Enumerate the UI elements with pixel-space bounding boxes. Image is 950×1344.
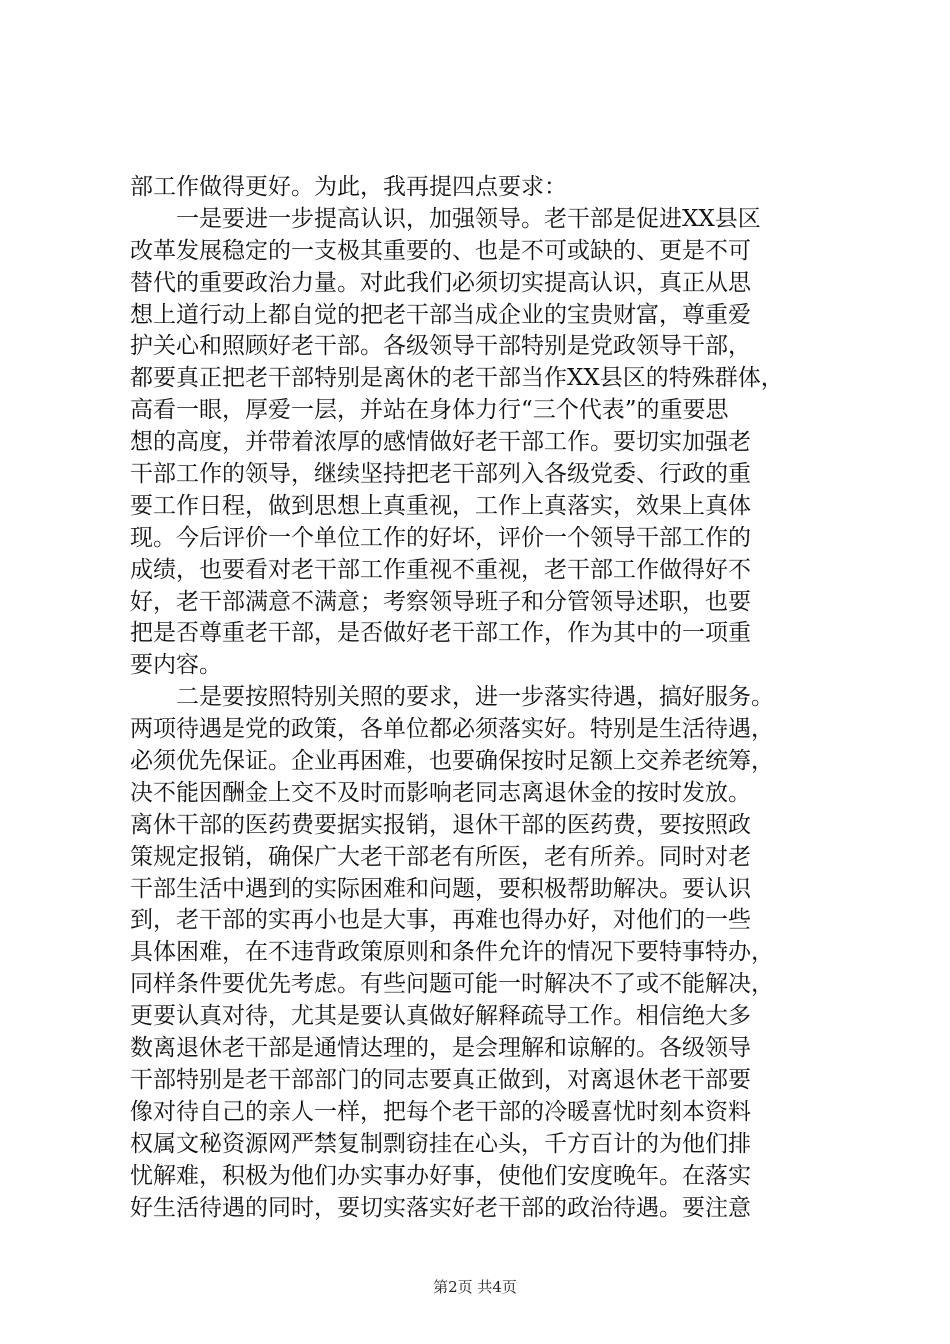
text-line: 把是否尊重老干部，是否做好老干部工作，作为其中的一项重 xyxy=(130,620,751,647)
text-line: 两项待遇是党的政策，各单位都必须落实好。特别是生活待遇， xyxy=(130,716,774,743)
text-line: 忧解难，积极为他们办实事办好事，使他们安度晚年。在落实 xyxy=(130,1162,751,1189)
text-line: 二是要按照特别关照的要求，进一步落实待遇，搞好服务。 xyxy=(130,684,774,711)
text-line: 数离退休老干部是通情达理的，是会理解和谅解的。各级领导 xyxy=(130,1035,751,1062)
text-line: 部工作做得更好。为此，我再提四点要求： xyxy=(130,174,567,200)
text-line: 改革发展稳定的一支极其重要的、也是不可或缺的、更是不可 xyxy=(130,237,751,264)
text-line: 都要真正把老干部特别是离休的老干部当作XX县区的特殊群体， xyxy=(130,365,784,392)
text-line: 干部特别是老干部部门的同志要真正做到，对离退休老干部要 xyxy=(130,1066,751,1093)
text-line: 一是要进一步提高认识，加强领导。老干部是促进XX县区 xyxy=(130,205,761,232)
text-line: 护关心和照顾好老干部。各级领导干部特别是党政领导干部， xyxy=(130,333,751,360)
text-line: 替代的重要政治力量。对此我们必须切实提高认识，真正从思 xyxy=(130,269,751,296)
text-line: 同样条件要优先考虑。有些问题可能一时解决不了或不能解决， xyxy=(130,971,774,998)
text-line: 像对待自己的亲人一样，把每个老干部的冷暖喜忧时刻本资料 xyxy=(130,1098,751,1125)
text-line: 决不能因酬金上交不及时而影响老同志离退休金的按时发放。 xyxy=(130,779,751,806)
text-line: 必须优先保证。企业再困难，也要确保按时足额上交养老统筹， xyxy=(130,748,774,775)
text-line: 好，老干部满意不满意；考察领导班子和分管领导述职，也要 xyxy=(130,588,751,615)
text-line: 成绩，也要看对老干部工作重视不重视，老干部工作做得好不 xyxy=(130,556,751,583)
text-line: 具体困难，在不违背政策原则和条件允许的情况下要特事特办， xyxy=(130,939,774,966)
text-line: 好生活待遇的同时，要切实落实好老干部的政治待遇。要注意 xyxy=(130,1194,751,1221)
text-line: 干部工作的领导，继续坚持把老干部列入各级党委、行政的重 xyxy=(130,461,751,488)
text-line: 想的高度，并带着浓厚的感情做好老干部工作。要切实加强老 xyxy=(130,429,751,456)
document-body xyxy=(130,172,835,1224)
text-line: 权属文秘资源网严禁复制剽窃挂在心头，千方百计的为他们排 xyxy=(130,1130,751,1157)
text-line: 现。今后评价一个单位工作的好坏，评价一个领导干部工作的 xyxy=(130,524,751,551)
text-line: 干部生活中遇到的实际困难和问题，要积极帮助解决。要认识 xyxy=(130,875,751,902)
text-line: 高看一眼，厚爱一层，并站在身体力行“三个代表”的重要思 xyxy=(130,397,729,424)
page-number-footer: 第2页 共4页 xyxy=(433,1278,517,1296)
text-line: 要工作日程，做到思想上真重视，工作上真落实，效果上真体 xyxy=(130,492,751,519)
text-line: 更要认真对待，尤其是要认真做好解释疏导工作。相信绝大多 xyxy=(130,1003,751,1030)
text-line: 策规定报销，确保广大老干部老有所医，老有所养。同时对老 xyxy=(130,843,751,870)
text-line: 要内容。 xyxy=(130,652,222,679)
text-line: 想上道行动上都自觉的把老干部当成企业的宝贵财富，尊重爱 xyxy=(130,301,751,328)
text-line: 离休干部的医药费要据实报销，退休干部的医药费，要按照政 xyxy=(130,811,751,838)
text-line: 到，老干部的实再小也是大事，再难也得办好，对他们的一些 xyxy=(130,907,751,934)
